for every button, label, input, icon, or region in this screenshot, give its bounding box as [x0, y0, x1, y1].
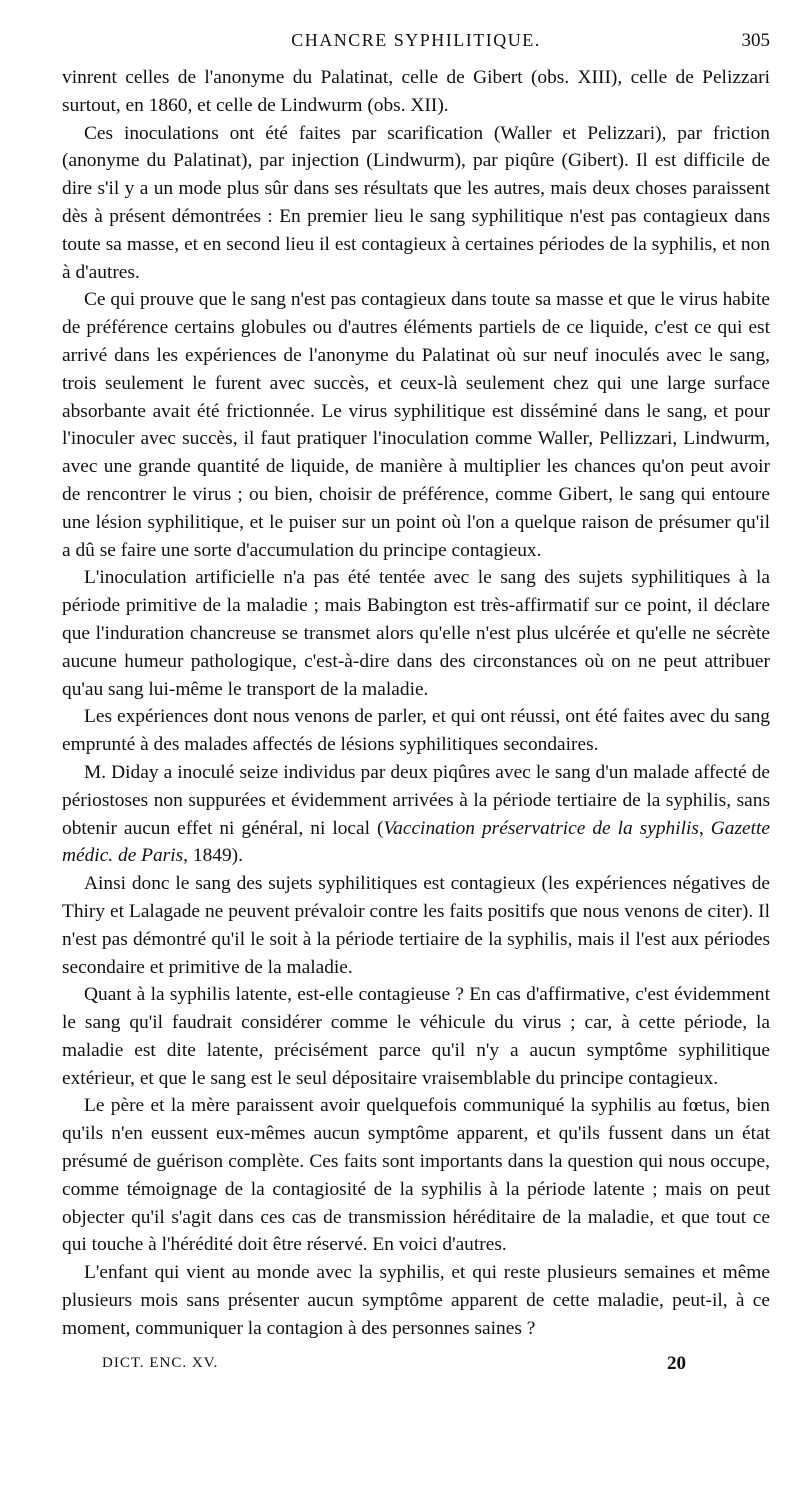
footer-sheet-number: 20: [667, 1352, 686, 1374]
paragraph-newborn: L'enfant qui vient au monde avec la syphilis, et qui reste plusieurs semaines et même plusieurs mois sans présenter aucun symptôme apparent de cette maladie, peut-il, à ce moment, communiquer la contagion à des personnes saines ?: [62, 1262, 770, 1339]
paragraph-conclusion: Ainsi donc le sang des sujets syphilitiques est contagieux (les expériences négatives de Thiry et Lalagade ne peuvent prévaloir contre les faits positifs que nous venons de citer). Il n'est pas démontré qu'il le soit à la période tertiaire de la syphilis, mais il l'est aux périodes secondaire et primitive de la maladie.: [62, 873, 770, 978]
paragraph-primitive-period: L'inoculation artificielle n'a pas été tentée avec le sang des sujets syphilitiques à la période primitive de la maladie ; mais Babington est très-affirmatif sur ce point, il déclare que l'induration chancreuse se transmet alors qu'elle n'est plus ulcérée et qu'elle ne sécrète aucune humeur pathologique, c'est-à-dire dans des circonstances où on ne peut attribuer qu'au sang lui-même le transport de la maladie.: [62, 567, 770, 700]
diday-text: M. Diday a inoculé seize individus par deux piqûres avec le sang d'un malade affecté de périostoses non suppurées et évidemment arrivées à la période tertiaire de la syphilis, sans obtenir aucun effet ni général, ni local (: [62, 761, 770, 839]
footer: [62, 1353, 770, 1379]
page: [62, 30, 770, 1379]
diday-citation-journal: Gazette médic. de Paris: [62, 817, 770, 867]
paragraph-latent-syphilis: Quant à la syphilis latente, est-elle contagieuse ? En cas d'affirmative, c'est évidemment le sang qu'il faudrait considérer comme le véhicule du virus ; car, à cette période, la maladie est dite latente, précisément parce qu'il n'y a aucun symptôme syphilitique extérieur, et que le sang est le seul dépositaire vraisemblable du principe contagieux.: [62, 984, 770, 1089]
running-head: [62, 30, 770, 58]
paragraph-inoculation-methods: Ces inoculations ont été faites par scarification (Waller et Pelizzari), par friction (anonyme du Palatinat), par injection (Lindwurm), par piqûre (Gibert). Il est difficile de dire s'il y a un mode plus sûr dans ses résultats que les autres, mais deux choses paraissent dès à présent démontrées : En premier lieu le sang syphilitique n'est pas contagieux dans toute sa masse, et en second lieu il est contagieux à certaines périodes de la syphilis, et non à d'autres.: [62, 122, 770, 283]
running-title: CHANCRE SYPHILITIQUE.: [291, 30, 541, 50]
paragraph-contagion-proof: Ce qui prouve que le sang n'est pas contagieux dans toute sa masse et que le virus habite de préférence certains globules ou d'autres éléments partiels de ce liquide, c'est ce qui est arrivé dans les expériences de l'anonyme du Palatinat où sur neuf inoculés avec le sang, trois seulement le furent avec succès, et ceux-là seulement chez qui une large surface absorbante avait été frictionnée. Le virus syphilitique est disséminé dans le sang, et pour l'inoculer avec succès, il faut pratiquer l'inoculation comme Waller, Pellizzari, Lindwurm, avec une grande quantité de liquide, de manière à multiplier les chances qu'on peut avoir de rencontrer le virus ; ou bien, choisir de préférence, comme Gibert, le sang qui entoure une lésion syphilitique, et le puiser sur un point où l'on a quelque raison de présumer qu'il a dû se faire une sorte d'accumulation du principe contagieux.: [62, 289, 770, 561]
paragraph-parents: Le père et la mère paraissent avoir quelquefois communiqué la syphilis au fœtus, bien qu'ils n'en eussent eux-mêmes aucun symptôme apparent, et qu'ils fussent dans un état présumé de guérison complète. Ces faits sont importants dans la question qui nous occupe, comme témoignage de la contagiosité de la syphilis à la période latente ; mais on peut objecter qu'il s'agit dans ces cas de transmission héréditaire de la maladie, et que tout ce qui touche à l'hérédité doit être réservé. En voici d'autres.: [62, 1095, 770, 1256]
page-number: 305: [741, 30, 770, 51]
paragraph-diday: [62, 759, 770, 870]
paragraph-secondary-lesions: Les expériences dont nous venons de parler, et qui ont réussi, ont été faites avec du sang emprunté à des malades affectés de lésions syphilitiques secondaires.: [62, 706, 770, 756]
paragraph-continued: vinrent celles de l'anonyme du Palatinat, celle de Gibert (obs. XIII), celle de Pelizzari surtout, en 1860, et celle de Lindwurm (obs. XII).: [62, 67, 770, 116]
diday-citation-title: Vaccination préservatrice de la syphilis: [383, 817, 699, 839]
diday-citation-closing: , 1849).: [183, 845, 243, 867]
diday-citation-separator: ,: [698, 817, 711, 839]
body-text: [62, 64, 770, 1343]
footer-signature: DICT. ENC. XV.: [102, 1354, 219, 1371]
